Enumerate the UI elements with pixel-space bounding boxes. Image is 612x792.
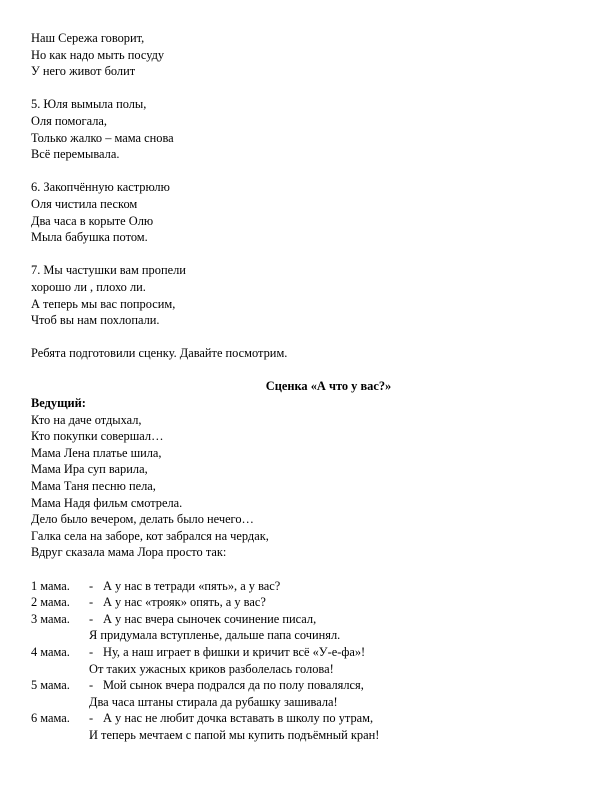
text-line: Галка села на заборе, кот забрался на чердак,	[31, 528, 269, 543]
dash: -	[89, 678, 94, 693]
text-line: Два часа в корыте Олю	[31, 213, 154, 228]
spacer	[31, 80, 591, 97]
text-line: 5. Юля вымыла полы,	[31, 97, 147, 112]
dash: -	[89, 611, 94, 626]
text-line: Мыла бабушка потом.	[31, 230, 148, 245]
text-line: Мама Надя фильм смотрела.	[31, 495, 183, 510]
text-line: Только жалко – мама снова	[31, 130, 174, 145]
text-line: хорошо ли , плохо ли.	[31, 279, 146, 294]
dialogue	[31, 578, 591, 744]
text-line: У него живот болит	[31, 64, 136, 79]
host-lines	[31, 412, 591, 561]
speaker-label: 2 мама.	[31, 595, 70, 610]
spacer	[31, 561, 591, 578]
text-line: Чтоб вы нам похлопали.	[31, 313, 160, 328]
text-line: А теперь мы вас попросим,	[31, 296, 176, 311]
dialogue-row	[31, 578, 591, 595]
spacer	[31, 246, 591, 263]
text-line: Вдруг сказала мама Лора просто так:	[31, 545, 227, 560]
dialogue-row	[31, 594, 591, 611]
text-line: Оля помогала,	[31, 113, 108, 128]
scene-title: Сценка «А что у вас?»	[265, 379, 392, 394]
text-line: Дело было вечером, делать было нечего…	[31, 512, 254, 527]
text-line: Мама Ира суп варила,	[31, 462, 148, 477]
stanza-2	[31, 96, 591, 162]
dash: -	[89, 578, 94, 593]
dialogue-row	[31, 677, 591, 694]
text-line: Кто покупки совершал…	[31, 429, 164, 444]
text-line: Кто на даче отдыхал,	[31, 412, 142, 427]
dialogue-row	[31, 710, 591, 727]
intro-text: Ребята подготовили сценку. Давайте посмотрим.	[31, 346, 288, 361]
speaker-label: 3 мама.	[31, 611, 70, 626]
text-line: Наш Сережа говорит,	[31, 31, 145, 45]
text-line: Оля чистила песком	[31, 196, 138, 211]
document-page	[31, 30, 591, 744]
dialogue-line-continued: И теперь мечтаем с папой мы купить подъёмный кран!	[89, 727, 380, 742]
dash: -	[89, 711, 94, 726]
spacer	[31, 329, 591, 346]
stanza-4	[31, 262, 591, 328]
speaker-label: 4 мама.	[31, 644, 70, 659]
dialogue-line: А у нас «трояк» опять, а у вас?	[103, 595, 266, 610]
text-line: 7. Мы частушки вам пропели	[31, 263, 186, 278]
dialogue-line: Мой сынок вчера подрался да по полу повалялся,	[103, 678, 364, 693]
dialogue-line: А у нас вчера сыночек сочинение писал,	[103, 611, 317, 626]
dash: -	[89, 644, 94, 659]
dialogue-line-continued: Я придумала вступленье, дальше папа сочинял.	[89, 628, 341, 643]
spacer	[31, 163, 591, 180]
host-label: Ведущий:	[31, 396, 86, 411]
text-line: Всё перемывала.	[31, 147, 120, 162]
dialogue-line: А у нас в тетради «пять», а у вас?	[103, 578, 281, 593]
speaker-label: 1 мама.	[31, 578, 70, 593]
text-line: Но как надо мыть посуду	[31, 47, 165, 62]
dialogue-line: А у нас не любит дочка вставать в школу по утрам,	[103, 711, 374, 726]
speaker-label: 5 мама.	[31, 678, 70, 693]
text-line: 6. Закопчённую кастрюлю	[31, 180, 170, 195]
speaker-label: 6 мама.	[31, 711, 70, 726]
text-line: Мама Таня песню пела,	[31, 479, 156, 494]
dialogue-line: Ну, а наш играет в фишки и кричит всё «У-е-фа»!	[103, 644, 366, 659]
dash: -	[89, 595, 94, 610]
dialogue-line-continued: От таких ужасных криков разболелась голова!	[89, 661, 334, 676]
stanza-1	[31, 30, 591, 80]
spacer	[31, 362, 591, 379]
dialogue-row	[31, 611, 591, 628]
dialogue-row	[31, 644, 591, 661]
dialogue-line-continued: Два часа штаны стирала да рубашку зашивала!	[89, 694, 338, 709]
text-line: Мама Лена платье шила,	[31, 445, 162, 460]
stanza-3	[31, 179, 591, 245]
